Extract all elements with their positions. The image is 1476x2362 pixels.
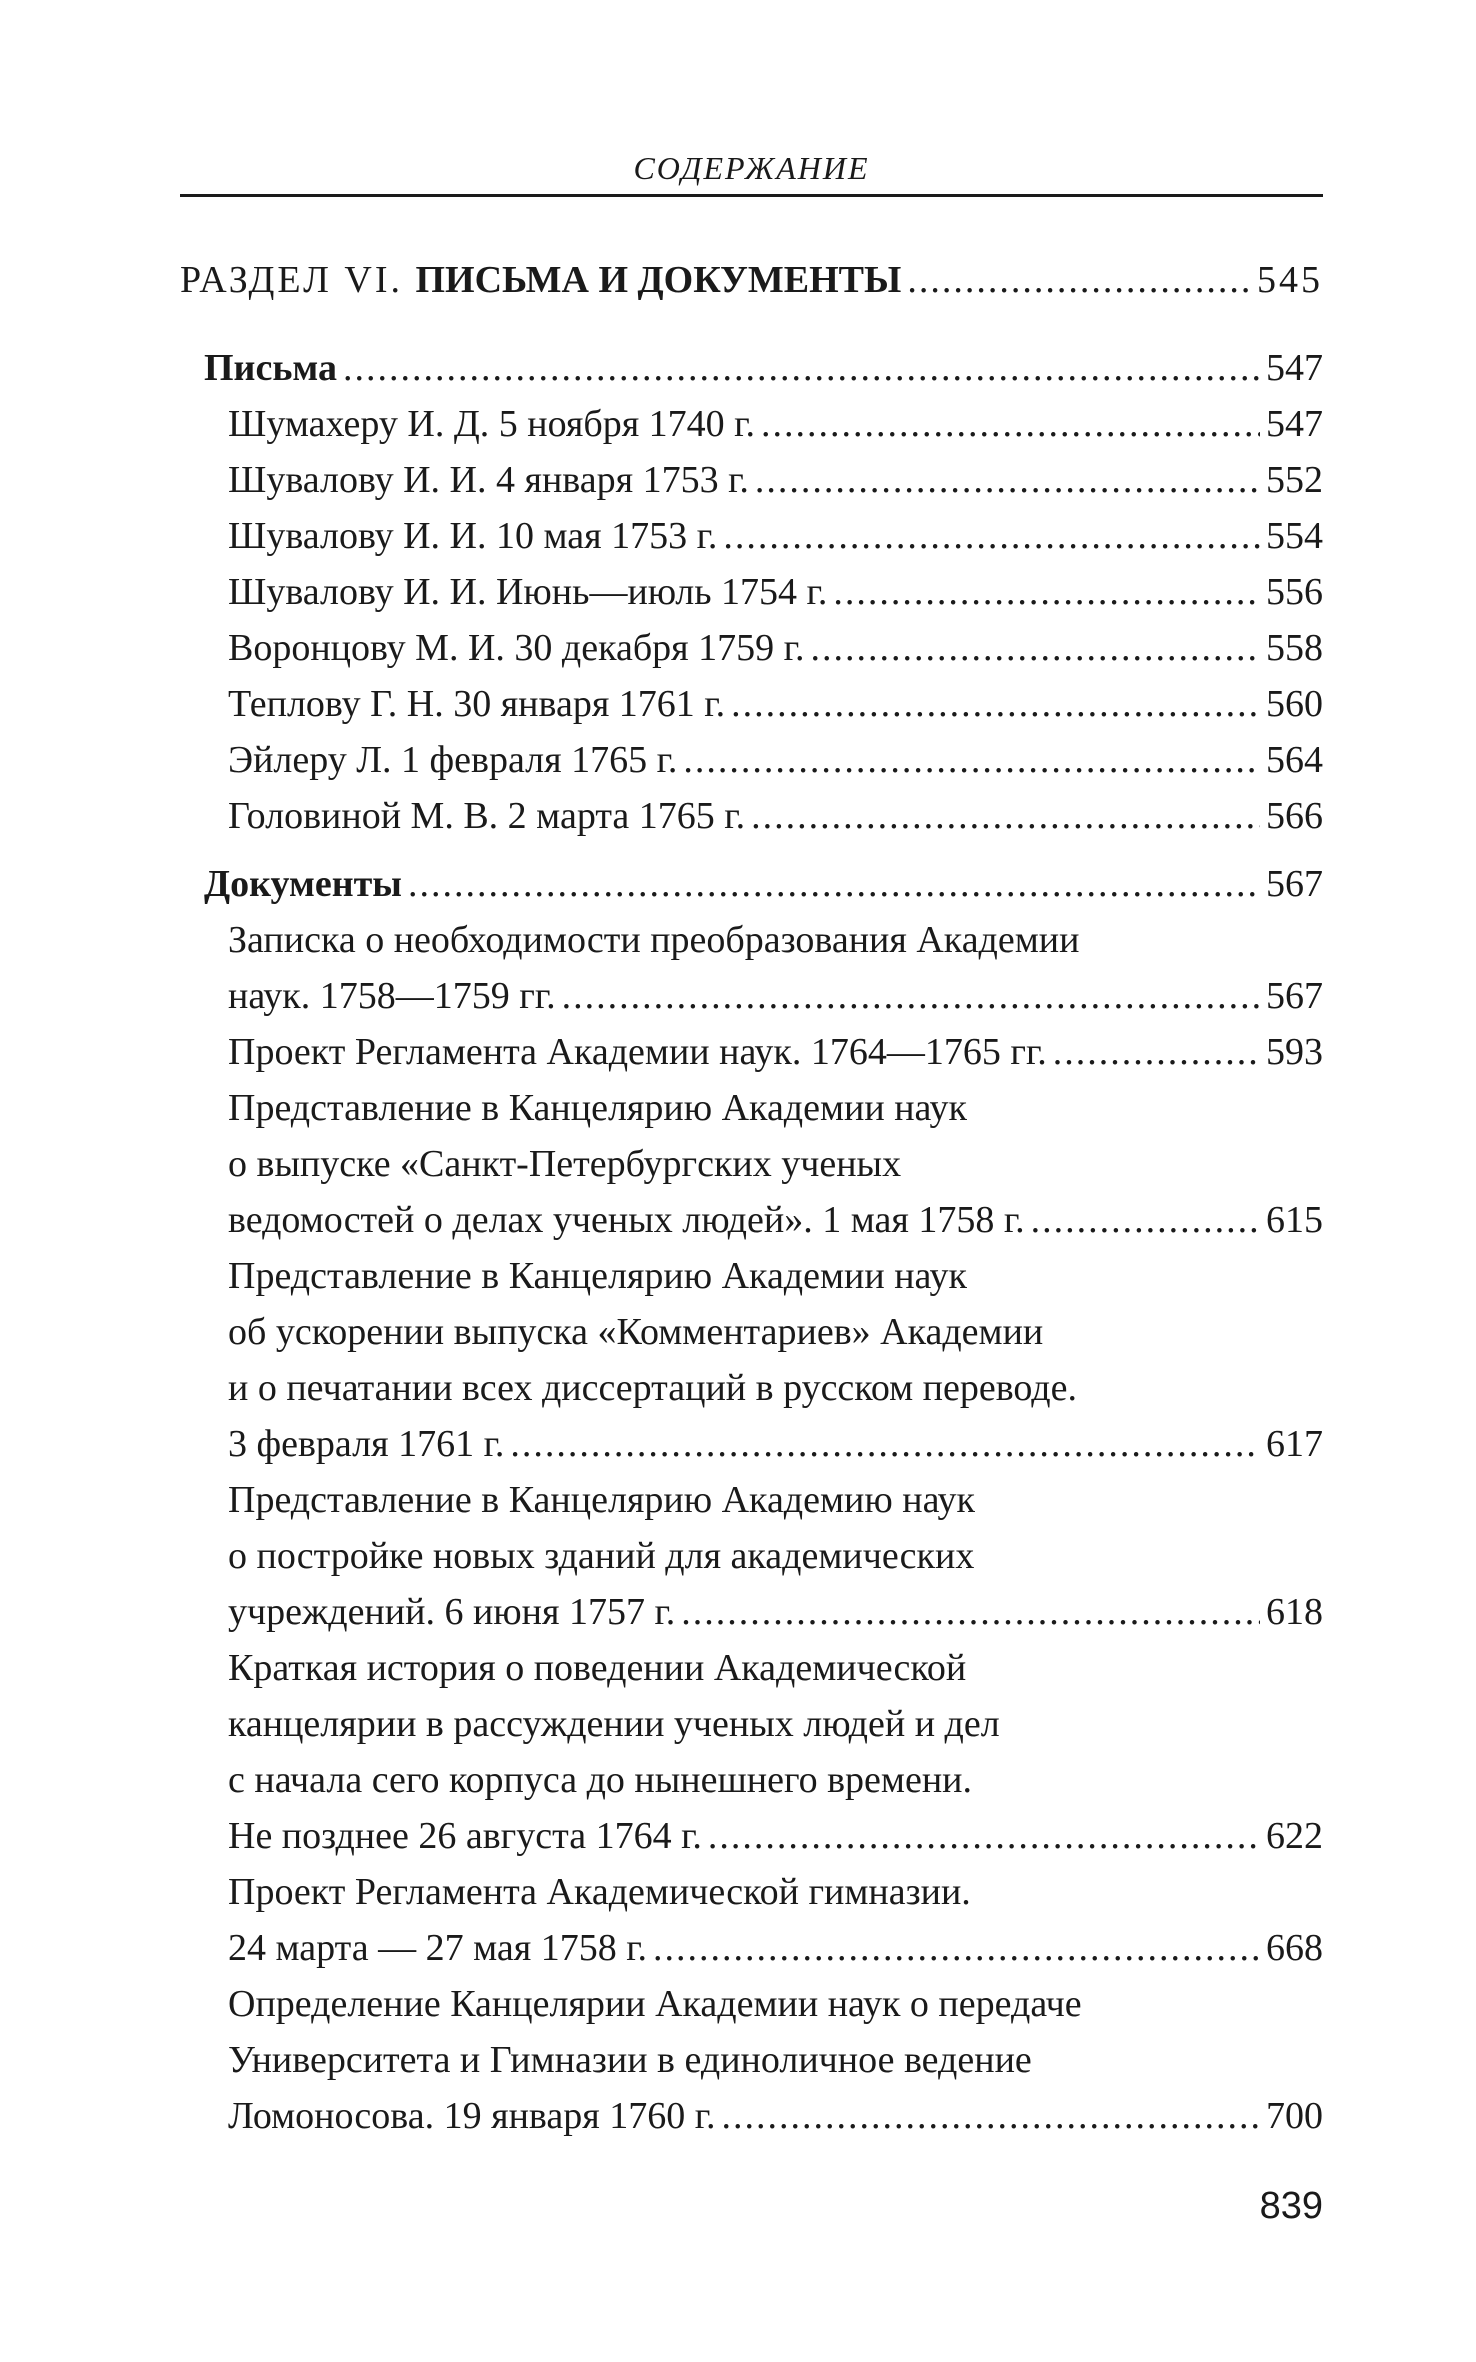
toc-entry-line [180,1920,1323,1976]
letters-title: Письма [204,347,338,389]
entry-page: 564 [1266,739,1323,781]
leader-dots [562,968,1260,1024]
documents-list [180,912,1323,2144]
entry-text: Теплову Г. Н. 30 января 1761 г. [228,683,726,725]
entry-page: 618 [1266,1591,1323,1633]
document-entry [180,1248,1323,1472]
documents-heading [180,856,1323,912]
entry-text: Головиной М. В. 2 марта 1765 г. [228,795,746,837]
leader-dots [681,1584,1260,1640]
toc-entry-line [180,508,1323,564]
entry-text-line: Проект Регламента Академической гимназии. [228,1871,971,1913]
document-entry [180,1472,1323,1640]
entry-text: 24 марта — 27 мая 1758 г. [228,1927,648,1969]
entry-page: 622 [1266,1815,1323,1857]
leader-dots [343,340,1260,396]
toc-entry-line [180,2088,1323,2144]
documents-page: 567 [1266,863,1323,905]
leader-dots [653,1920,1260,1976]
toc-entry-line [180,1192,1323,1248]
entry-page: 615 [1266,1199,1323,1241]
entry-text-line: с начала сего корпуса до нынешнего времени. [228,1759,972,1801]
toc-entry-line [180,732,1323,788]
entry-text: учреждений. 6 июня 1757 г. [228,1591,676,1633]
toc-entry-line [180,1808,1323,1864]
document-entry [180,1976,1323,2144]
entry-page: 558 [1266,627,1323,669]
toc-entry-line [180,1584,1323,1640]
entry-page: 554 [1266,515,1323,557]
entry-page: 556 [1266,571,1323,613]
section-prefix: РАЗДЕЛ VI. [180,259,416,301]
header-rule [180,194,1323,197]
entry-text-line: Определение Канцелярии Академии наук о передаче [228,1983,1082,2025]
entry-text: наук. 1758—1759 гг. [228,975,556,1017]
section-entry [180,252,1323,308]
letters-page: 547 [1266,347,1323,389]
leader-dots [810,620,1260,676]
entry-text: 3 февраля 1761 г. [228,1423,505,1465]
entry-page: 560 [1266,683,1323,725]
section-page: 545 [1257,259,1323,301]
entry-page: 700 [1266,2095,1323,2137]
toc-entry-line [180,968,1323,1024]
entry-text: ведомостей о делах ученых людей». 1 мая 1758 г. [228,1199,1025,1241]
entry-text-line: Записка о необходимости преобразования Академии [228,919,1080,961]
leader-dots [751,788,1260,844]
toc-entry-line [180,396,1323,452]
leader-dots [833,564,1260,620]
leader-dots [510,1416,1260,1472]
entry-text: Ломоносова. 19 января 1760 г. [228,2095,716,2137]
document-entry [180,1864,1323,1976]
entry-text: Не позднее 26 августа 1764 г. [228,1815,702,1857]
leader-dots [683,732,1260,788]
entry-text-line: Представление в Канцелярию Академии наук [228,1087,967,1129]
document-entry [180,1024,1323,1080]
toc-entry-line [180,1416,1323,1472]
page-number: 839 [1259,2185,1323,2227]
running-header: СОДЕРЖАНИЕ [633,150,870,186]
toc-entry-line [180,676,1323,732]
entry-text-line: о выпуске «Санкт-Петербургских ученых [228,1143,902,1185]
entry-text-line: Университета и Гимназии в единоличное ведение [228,2039,1032,2081]
entry-text: Шувалову И. И. Июнь—июль 1754 г. [228,571,828,613]
leader-dots [761,396,1260,452]
toc-entry-line [180,1024,1323,1080]
letters-list [180,396,1323,844]
documents-title: Документы [204,863,402,905]
toc-entry-line [180,452,1323,508]
leader-dots [1053,1024,1260,1080]
entry-text: Шувалову И. И. 10 мая 1753 г. [228,515,718,557]
leader-dots [408,856,1260,912]
document-entry [180,1640,1323,1864]
entry-text: Воронцову М. И. 30 декабря 1759 г. [228,627,805,669]
toc-entry-line [180,564,1323,620]
letters-heading [180,340,1323,396]
leader-dots [755,452,1260,508]
table-of-contents [180,252,1323,2144]
entry-page: 567 [1266,975,1323,1017]
leader-dots [722,2088,1260,2144]
leader-dots [1031,1192,1260,1248]
entry-text-line: Представление в Канцелярию Академию наук [228,1479,976,1521]
document-entry [180,912,1323,1024]
entry-text-line: Представление в Канцелярию Академии наук [228,1255,967,1297]
leader-dots [731,676,1260,732]
section-title: ПИСЬМА И ДОКУМЕНТЫ [415,259,902,301]
entry-text-line: канцелярии в рассуждении ученых людей и дел [228,1703,1000,1745]
entry-text-line: о постройке новых зданий для академических [228,1535,975,1577]
toc-entry-line [180,620,1323,676]
entry-text-line: и о печатании всех диссертаций в русском переводе. [228,1367,1078,1409]
entry-text: Шумахеру И. Д. 5 ноября 1740 г. [228,403,755,445]
document-entry [180,1080,1323,1248]
toc-entry-line [180,788,1323,844]
entry-text: Проект Регламента Академии наук. 1764—1765 гг. [228,1031,1047,1073]
entry-page: 547 [1266,403,1323,445]
entry-page: 593 [1266,1031,1323,1073]
entry-page: 617 [1266,1423,1323,1465]
entry-text-line: об ускорении выпуска «Комментариев» Академии [228,1311,1044,1353]
entry-text: Эйлеру Л. 1 февраля 1765 г. [228,739,678,781]
leader-dots [708,1808,1260,1864]
entry-page: 566 [1266,795,1323,837]
entry-text-line: Краткая история о поведении Академической [228,1647,967,1689]
entry-text: Шувалову И. И. 4 января 1753 г. [228,459,749,501]
leader-dots [723,508,1260,564]
entry-page: 552 [1266,459,1323,501]
leader-dots [907,252,1251,308]
entry-page: 668 [1266,1927,1323,1969]
